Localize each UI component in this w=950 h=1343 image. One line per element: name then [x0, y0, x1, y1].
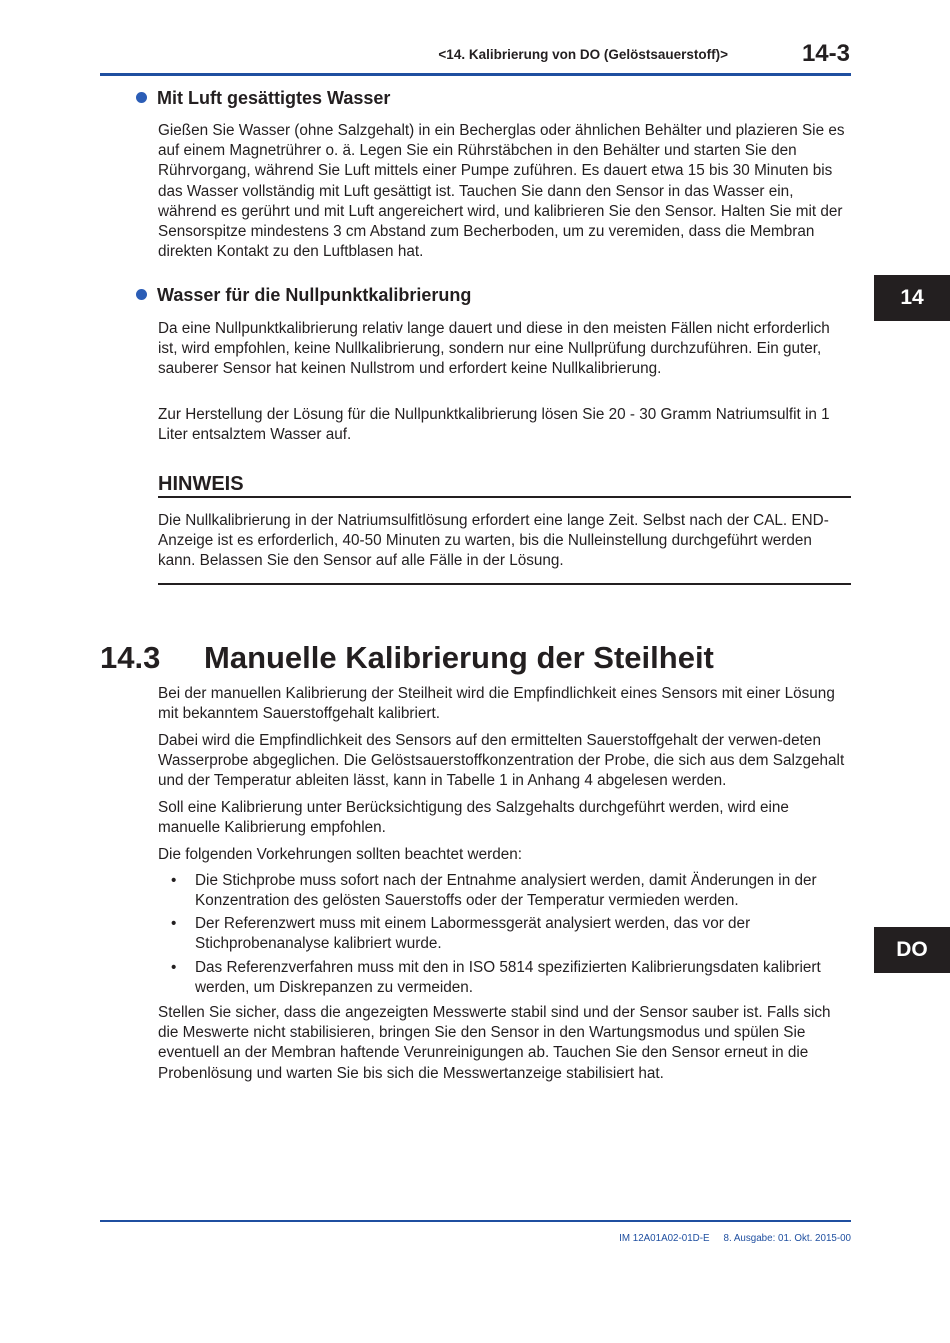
list-item — [158, 914, 852, 953]
list-item-text: Der Referenzwert muss mit einem Labormessgerät analysiert werden, das vor der Stichprobenanalyse kalibriert wurde. — [195, 915, 751, 952]
bullet-icon: • — [171, 872, 177, 889]
zero-point-paragraph-1: Da eine Nullpunktkalibrierung relativ lange dauert und diese in den meisten Fällen nicht erforderlich ist, wird empfohlen, keine Nullkalibrierung, sondern nur eine Nullprüfung durchzuführen. Ein guter, sauberer Sensor hat keinen Nullstrom und erfordert keine Nullkalibrierung. — [158, 320, 830, 378]
air-saturated-paragraph: Gießen Sie Wasser (ohne Salzgehalt) in ein Becherglas oder ähnlichen Behälter und plazieren Sie es auf einem Magnetrührer o. ä. Legen Sie ein Rührstäbchen in den Behälter und starten Sie den Rührvorgang, während Sie Luft mittels einer Pumpe zuführen. Es dauert etwa 15 bis 30 Minuten bis das Wasser vollständig mit Luft gesättigt ist. Tauchen Sie dann den Sensor in das Wasser ein, während es gerührt und mit Luft angereichert wird, und kalibrieren Sie den Sensor. Halten Sie mit der Sensorspitze mindestens 3 cm Abstand zum Becherboden, um zu veremiden, dass die Membran direkten Kontakt zu den Luftblasen hat. — [158, 122, 845, 261]
note-title: HINWEIS — [158, 473, 244, 495]
zero-point-heading — [136, 285, 471, 306]
list-item — [158, 958, 852, 997]
section-tab: DO — [874, 927, 950, 973]
running-header-title: <14. Kalibrierung von DO (Gelöstsauerstoff)> — [438, 47, 728, 62]
list-item — [158, 871, 852, 910]
section-paragraph-2: Dabei wird die Empfindlichkeit des Sensors auf den ermittelten Sauerstoffgehalt der verwen-deten Wasserprobe abgeglichen. Die Gelöstsauerstoffkonzentration der Probe, die sich aus dem Salzgehalt und der Temperatur ableiten lässt, kann in Tabelle 1 in Anhang 4 abgelesen werden. — [158, 732, 845, 790]
bullet-icon: • — [171, 959, 177, 976]
section-title: Manuelle Kalibrierung der Steilheit — [204, 640, 714, 675]
footer-edition: 8. Ausgabe: 01. Okt. 2015-00 — [723, 1233, 851, 1244]
footer-doc-id: IM 12A01A02-01D-E — [619, 1233, 710, 1244]
zero-point-heading-text: Wasser für die Nullpunktkalibrierung — [157, 285, 472, 305]
zero-point-paragraph-2: Zur Herstellung der Lösung für die Nullpunktkalibrierung lösen Sie 20 - 30 Gramm Natriumsulfit in 1 Liter entsalztem Wasser auf. — [158, 406, 830, 444]
note-rule-top — [158, 496, 851, 498]
page-number: 14-3 — [801, 40, 850, 67]
bullet-dot-icon — [136, 92, 147, 103]
section-paragraph-4: Die folgenden Vorkehrungen sollten beachtet werden: — [158, 846, 522, 863]
footer — [500, 1233, 851, 1244]
section-paragraph-1: Bei der manuellen Kalibrierung der Steilheit wird die Empfindlichkeit eines Sensors mit einer Lösung mit bekanntem Sauerstoffgehalt kalibriert. — [158, 685, 835, 723]
note-rule-bottom — [158, 583, 851, 585]
air-saturated-heading-text: Mit Luft gesättigtes Wasser — [157, 88, 391, 108]
header-rule — [100, 73, 851, 76]
chapter-tab: 14 — [874, 275, 950, 321]
section-paragraph-5: Stellen Sie sicher, dass die angezeigten Messwerte stabil sind und der Sensor sauber ist. Falls sich die Meswerte nicht stabilisieren, bringen Sie den Sensor in den Wartungsmodus und spülen Sie eventuell an der Membran haftende Verunreinigungen ab. Tauchen Sie den Sensor erneut in die Probenlösung und warten Sie bis sich die Messwertanzeige stabilisiert hat. — [158, 1004, 831, 1082]
list-item-text: Die Stichprobe muss sofort nach der Entnahme analysiert werden, damit Änderungen in der Konzentration des gelösten Sauerstoffs oder der Temperatur vermieden werden. — [195, 872, 817, 909]
list-item-text: Das Referenzverfahren muss mit den in ISO 5814 spezifizierten Kalibrierungsdaten kalibriert werden, um Diskrepanzen zu vermeiden. — [195, 959, 821, 996]
section-paragraph-3: Soll eine Kalibrierung unter Berücksichtigung des Salzgehalts durchgeführt werden, wird eine manuelle Kalibrierung empfohlen. — [158, 799, 789, 837]
footer-rule — [100, 1220, 851, 1222]
bullet-dot-icon — [136, 289, 147, 300]
air-saturated-heading — [136, 88, 390, 109]
section-number: 14.3 — [100, 640, 161, 675]
bullet-icon: • — [171, 915, 177, 932]
note-text: Die Nullkalibrierung in der Natriumsulfitlösung erfordert eine lange Zeit. Selbst nach der CAL. END-Anzeige ist es erforderlich, 40-50 Minuten zu warten, bis die Nulleinstellung durchgeführt werden kann. Belassen Sie den Sensor auf alle Fälle in der Lösung. — [158, 512, 829, 570]
